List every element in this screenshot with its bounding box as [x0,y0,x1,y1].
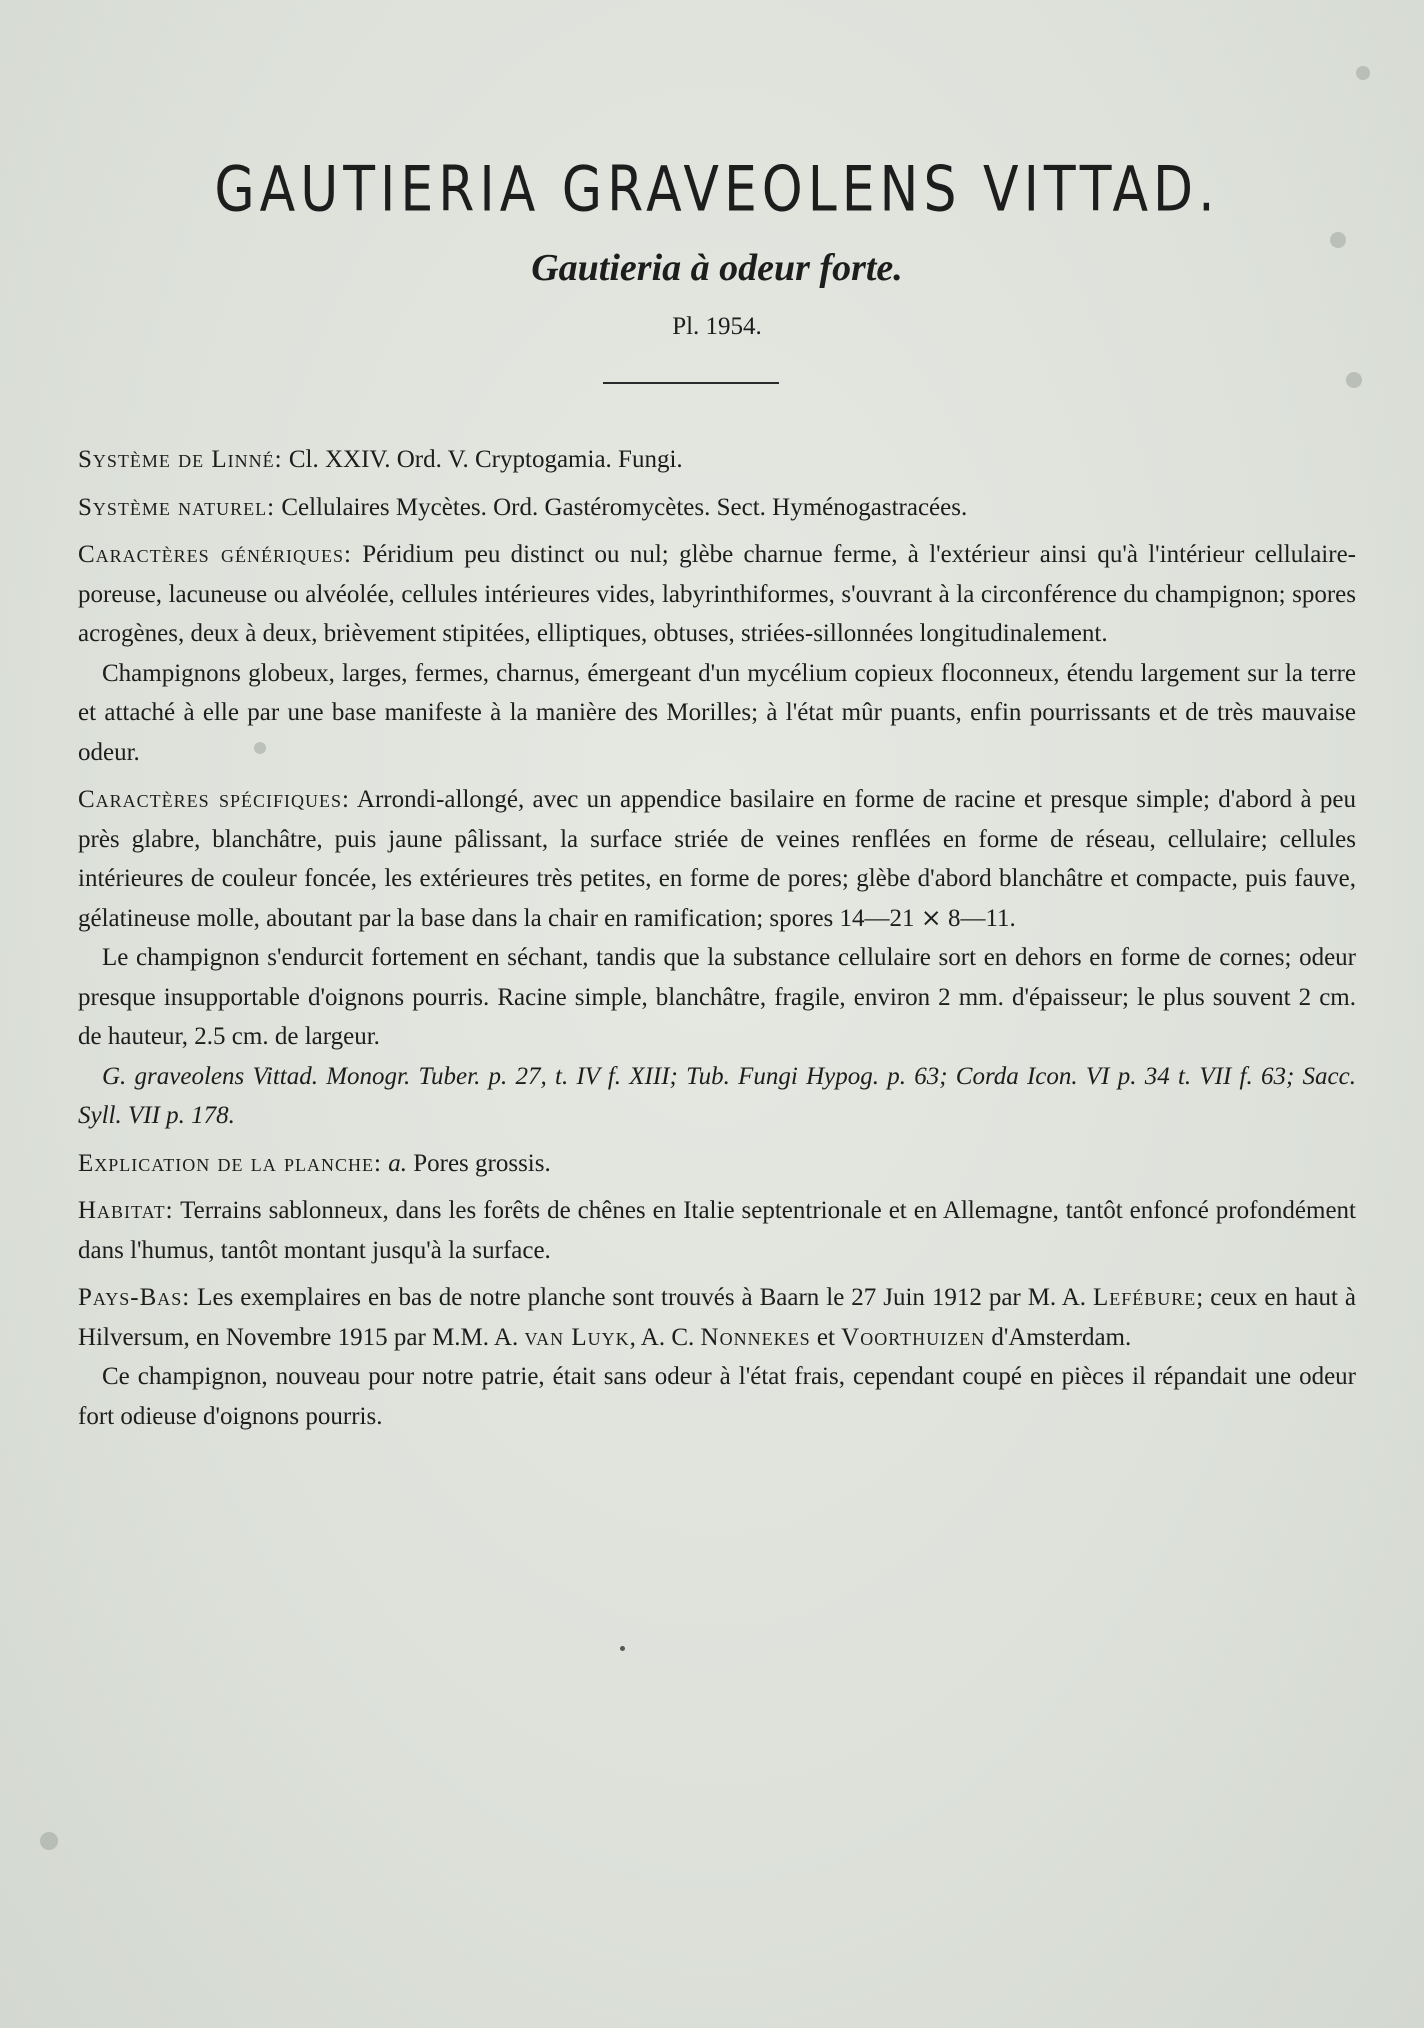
champignons-text: Champignons globeux, larges, fermes, charnus, émergeant d'un mycélium copieux floconneux, étendu largement sur la terre et attaché à elle par une base manifeste à la manière des Morilles; à l'état mûr puants, enfin pourrissants et de très mauvaise odeur. [78,659,1356,766]
habitat-text: Terrains sablonneux, dans les forêts de chênes en Italie septentrionale et en Allemagne, tantôt enfoncé profondément dans l'humus, tantôt montant jusqu'à la surface. [78,1197,1356,1264]
endurcit-text: Le champignon s'endurcit fortement en séchant, tandis que la substance cellulaire sort en dehors en forme de cornes; odeur presque insupportable d'oignons pourris. Racine simple, blanchâtre, fragile, environ 2 mm. d'épaisseur; le plus souvent 2 cm. de hauteur, 2.5 cm. de largeur. [78,944,1356,1050]
page-subtitle: Gautieria à odeur forte. [531,247,903,289]
paragraph-generiques [78,535,1356,654]
habitat-label: Habitat: [78,1197,174,1224]
document-body [78,440,1356,1436]
references-text: G. graveolens Vittad. Monogr. Tuber. p. 27, t. IV f. XIII; Tub. Fungi Hypog. p. 63; Corda Icon. VI p. 34 t. VII f. 63; Sacc. Syll. VII p. 178. [78,1062,1356,1129]
final-text: Ce champignon, nouveau pour notre patrie, était sans odeur à l'état frais, cependant coupé en pièces il répandait une odeur fort odieuse d'oignons pourris. [78,1363,1356,1430]
collector-name: van Luyk [524,1323,630,1351]
paper-spot [620,1646,625,1651]
naturel-text: Cellulaires Mycètes. Ord. Gastéromycètes. Sect. Hyménogastracées. [275,493,968,521]
generiques-label: Caractères génériques: [78,541,352,568]
paragraph-references [78,1057,1356,1136]
collector-name: Nonnekes [700,1323,811,1351]
collector-name: Voorthuizen [841,1323,986,1351]
paysbas-text-3: , A. C. [629,1323,701,1351]
title-divider [603,382,779,384]
paper-spot [40,1832,58,1850]
specifiques-label: Caractères spécifiques: [78,786,350,813]
paper-spot [1346,372,1362,388]
paysbas-text-1: Les exemplaires en bas de notre planche sont trouvés à Baarn le 27 Juin 1912 par M. A. [190,1284,1094,1311]
specifiques-text: Arrondi-allongé, avec un appendice basilaire en forme de racine et presque simple; d'abord à peu près glabre, blanchâtre, puis jaune pâlissant, la surface striée de veines renflées en forme de réseau, cellulaire; cellules intérieures de couleur foncée, les extérieures très petites, en forme de pores; glèbe d'abord blanchâtre et compacte, puis fauve, gélatineuse molle, aboutant par la base dans la chair en ramification; spores 14—21 ⨯ 8—11. [78,786,1356,932]
paysbas-text-5: d'Amsterdam. [985,1323,1132,1351]
collector-name: Lefébure [1093,1284,1197,1311]
paper-spot [1356,66,1370,80]
paragraph-paysbas [78,1278,1356,1357]
paragraph-habitat [78,1191,1356,1270]
paragraph-endurcit [78,938,1356,1057]
page-title: GAUTIERIA GRAVEOLENS VITTAD. [214,154,1220,226]
paysbas-text-2: ; ceux en haut à Hilversum, en Novembre 1915 par M.M. A. [78,1284,1357,1351]
paragraph-naturel [78,488,1356,528]
paysbas-label: Pays-Bas: [78,1284,191,1311]
paragraph-linne [78,440,1356,480]
paragraph-explication [78,1144,1356,1184]
explication-letter: a. [381,1149,407,1177]
paragraph-specifiques [78,780,1356,938]
explication-label: Explication de la planche: [78,1149,382,1177]
linne-label: Système de Linné: [78,446,283,473]
explication-text: Pores grossis. [406,1149,551,1177]
plate-number: Pl. 1954. [672,313,762,340]
paragraph-final [78,1357,1356,1436]
naturel-label: Système naturel: [78,493,276,521]
generiques-text: Péridium peu distinct ou nul; glèbe charnue ferme, à l'extérieur ainsi qu'à l'intérieur cellulaire-poreuse, lacuneuse ou alvéolée, cellules intérieures vides, labyrinthiformes, s'ouvrant à la circonférence du champignon; spores acrogènes, deux à deux, brièvement stipitées, elliptiques, obtuses, striées-sillonnées longitudinalement. [78,541,1356,647]
paragraph-champignons [78,654,1356,773]
paysbas-text-4: et [810,1323,842,1351]
linne-text: Cl. XXIV. Ord. V. Cryptogamia. Fungi. [282,446,683,473]
